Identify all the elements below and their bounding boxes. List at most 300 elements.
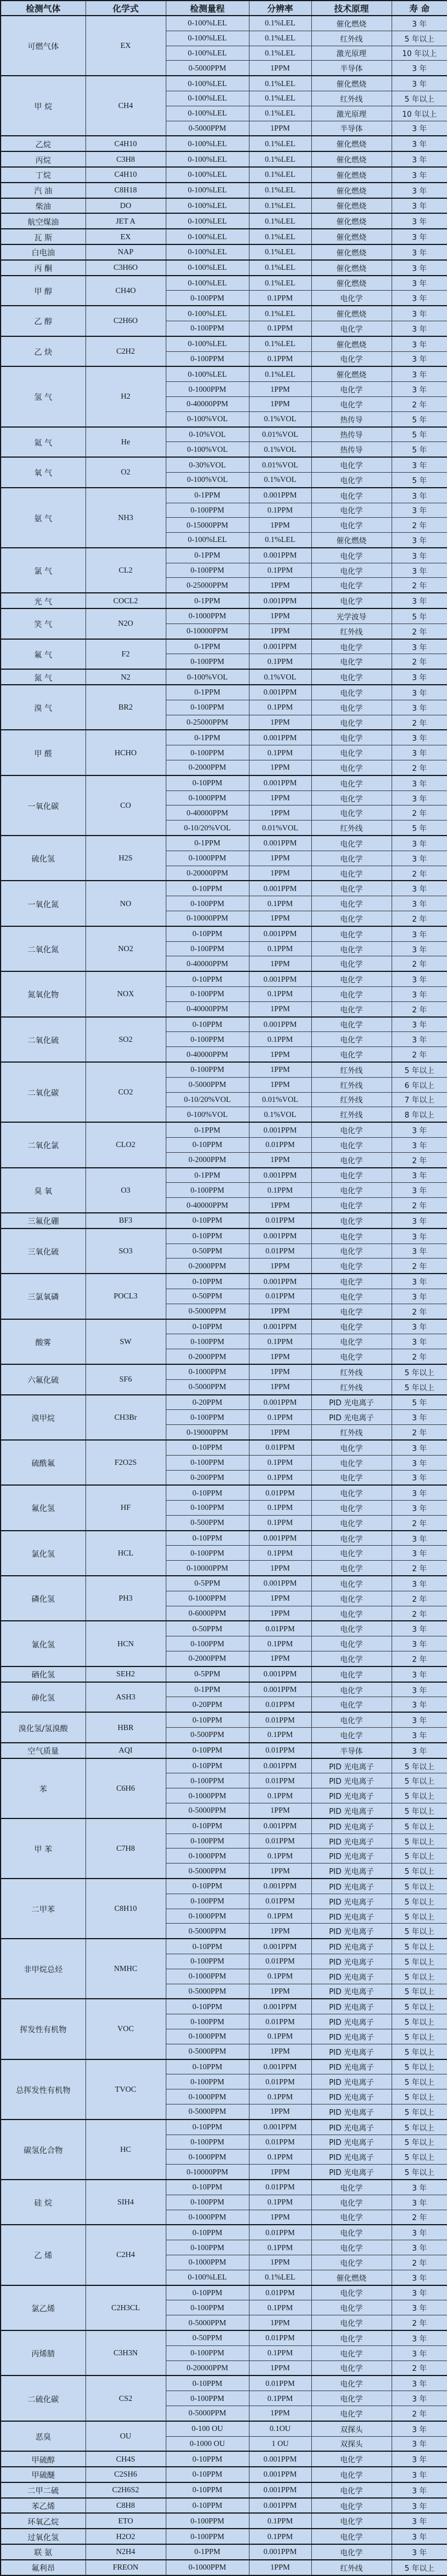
resolution-cell: 0.001PPM [249, 1879, 311, 1894]
principle-cell: 电化学 [311, 1531, 392, 1546]
lifespan-cell: 3 年 [392, 563, 447, 578]
lifespan-cell: 3 年 [392, 1576, 447, 1591]
lifespan-cell: 2 年 [392, 1001, 447, 1016]
range-cell: 0-200PPM [166, 1470, 249, 1485]
lifespan-cell: 2 年 [392, 518, 447, 533]
lifespan-cell: 3 年 [392, 1682, 447, 1697]
principle-cell: 红外线 [311, 1107, 392, 1122]
lifespan-cell: 2 年 [392, 578, 447, 593]
formula-cell: SF6 [85, 1364, 166, 1395]
principle-cell: 电化学 [311, 1470, 392, 1485]
resolution-cell: 0.001PPM [249, 881, 311, 896]
gas-name-cell: 二甲苯 [1, 1879, 85, 1939]
resolution-cell: 0.1PPM [249, 2345, 311, 2360]
lifespan-cell: 5 年以上 [392, 1954, 447, 1969]
resolution-cell: 0.1%VOL [249, 442, 311, 457]
principle-cell: 电化学 [311, 639, 392, 654]
gas-name-cell: 氨 气 [1, 488, 85, 548]
formula-cell: CH3Br [85, 1395, 166, 1440]
gas-name-cell: 航空煤油 [1, 213, 85, 229]
resolution-cell: 1PPM [249, 1606, 311, 1621]
resolution-cell: 1PPM [249, 1001, 311, 1016]
resolution-cell: 1PPM [249, 760, 311, 775]
table-row [1, 306, 447, 321]
resolution-cell: 0.1PPM [249, 2391, 311, 2406]
resolution-cell: 0.1%LEL [249, 260, 311, 276]
principle-cell: 激光原理 [311, 106, 392, 121]
lifespan-cell: 2 年 [392, 1259, 447, 1274]
formula-cell: NO [85, 881, 166, 926]
resolution-cell: 1PPM [249, 1864, 311, 1879]
range-cell: 0-1PPM [166, 593, 249, 608]
principle-cell: 热传导 [311, 442, 392, 457]
range-cell: 0-100%LEL [166, 213, 249, 229]
gas-name-cell: 白电油 [1, 244, 85, 260]
formula-cell: NO2 [85, 926, 166, 971]
resolution-cell: 0.01%VOL [249, 821, 311, 836]
formula-cell: NMHC [85, 1939, 166, 1999]
range-cell: 0-15000PPM [166, 518, 249, 533]
range-cell: 0-1PPM [166, 685, 249, 700]
resolution-cell: 0.01PPM [249, 1954, 311, 1969]
range-cell: 0-5000PPM [166, 1803, 249, 1818]
resolution-cell: 0.1OU [249, 2421, 311, 2436]
resolution-cell: 0.001PPM [249, 836, 311, 851]
formula-cell: C2H4 [85, 2225, 166, 2285]
gas-name-cell: 氯 气 [1, 548, 85, 593]
resolution-cell: 0.1%LEL [249, 198, 311, 214]
lifespan-cell: 3 年 [392, 1122, 447, 1137]
lifespan-cell: 5 年以上 [392, 1924, 447, 1939]
range-cell: 0-10PPM [166, 1818, 249, 1833]
range-cell: 0-1000PPM [166, 1909, 249, 1924]
lifespan-cell: 7 年以上 [392, 1092, 447, 1107]
gas-name-cell: 氟化氢 [1, 1485, 85, 1530]
formula-cell: DO [85, 198, 166, 214]
gas-name-cell: 苯乙烯 [1, 2498, 85, 2514]
formula-cell: O2 [85, 457, 166, 488]
table-row [1, 1758, 447, 1773]
resolution-cell: 0.1PPM [249, 987, 311, 1002]
range-cell: 0-100 OU [166, 2421, 249, 2436]
lifespan-cell: 3 年 [392, 926, 447, 941]
formula-cell: HBR [85, 1712, 166, 1743]
gas-name-cell: 光 气 [1, 593, 85, 608]
range-cell: 0-100PPM [166, 2014, 249, 2029]
lifespan-cell: 3 年 [392, 1228, 447, 1244]
formula-cell: SO3 [85, 1228, 166, 1274]
lifespan-cell: 3 年 [392, 260, 447, 276]
formula-cell: C6H6 [85, 1758, 166, 1818]
principle-cell: PID 光电离子 [311, 1395, 392, 1410]
lifespan-cell: 2 年 [392, 715, 447, 730]
lifespan-cell: 3 年 [392, 457, 447, 472]
resolution-cell: 0.1%LEL [249, 336, 311, 351]
range-cell: 0-100PPM [166, 1455, 249, 1470]
gas-name-cell: 瓦 斯 [1, 229, 85, 244]
lifespan-cell: 5 年以上 [392, 1969, 447, 1984]
formula-cell: EX [85, 16, 166, 76]
range-cell: 0-100%LEL [166, 2270, 249, 2285]
principle-cell: 半导体 [311, 61, 392, 76]
lifespan-cell: 2 年 [392, 760, 447, 775]
range-cell: 0-10PPM [166, 2225, 249, 2240]
formula-cell: C4H10 [85, 167, 166, 183]
lifespan-cell: 3 年 [392, 382, 447, 397]
range-cell: 0-1000PPM [166, 2210, 249, 2225]
resolution-cell: 0.001PPM [249, 1682, 311, 1697]
range-cell: 0-100PPM [166, 700, 249, 715]
range-cell: 0-100PPM [166, 1032, 249, 1047]
resolution-cell: 0.01PPM [249, 1289, 311, 1304]
range-cell: 0-1PPM [166, 730, 249, 745]
principle-cell: 催化燃烧 [311, 16, 392, 31]
range-cell: 0-10PPM [166, 971, 249, 986]
lifespan-cell: 3 年 [392, 198, 447, 214]
lifespan-cell: 3 年 [392, 1621, 447, 1636]
range-cell: 0-10PPM [166, 1758, 249, 1773]
table-row [1, 1682, 447, 1697]
resolution-cell: 0.01PPM [249, 1894, 311, 1909]
principle-cell: PID 光电离子 [311, 1773, 392, 1788]
resolution-cell: 1PPM [249, 866, 311, 881]
lifespan-cell: 2 年 [392, 956, 447, 971]
resolution-cell: 0.1PPM [249, 2195, 311, 2210]
principle-cell: 电化学 [311, 396, 392, 411]
principle-cell: 电化学 [311, 548, 392, 563]
principle-cell: 电化学 [311, 1349, 392, 1364]
principle-cell: 电化学 [311, 1122, 392, 1137]
formula-cell: BR2 [85, 685, 166, 730]
range-cell: 0-100%LEL [166, 336, 249, 351]
gas-name-cell: 甲 醛 [1, 730, 85, 775]
range-cell: 0-10PPM [166, 2059, 249, 2074]
resolution-cell: 0.01PPM [249, 2285, 311, 2300]
lifespan-cell: 3 年 [392, 1712, 447, 1727]
formula-cell: He [85, 427, 166, 458]
lifespan-cell: 3 年 [392, 2544, 447, 2560]
range-cell: 0-10PPM [166, 1743, 249, 1758]
resolution-cell: 0.1%LEL [249, 276, 311, 291]
principle-cell: PID 光电离子 [311, 2165, 392, 2180]
principle-cell: 电化学 [311, 685, 392, 700]
lifespan-cell: 3 年 [392, 16, 447, 31]
principle-cell: 电化学 [311, 1213, 392, 1228]
resolution-cell: 0.001PPM [249, 639, 311, 654]
resolution-cell: 0.01PPM [249, 1440, 311, 1455]
resolution-cell: 0.001PPM [249, 2544, 311, 2560]
resolution-cell: 1PPM [249, 608, 311, 623]
range-cell: 0-5000PPM [166, 1984, 249, 1999]
principle-cell: 催化燃烧 [311, 244, 392, 260]
resolution-cell: 1PPM [249, 1364, 311, 1379]
lifespan-cell: 3 年 [392, 1455, 447, 1470]
resolution-cell: 1PPM [249, 121, 311, 136]
range-cell: 0-40000PPM [166, 1047, 249, 1062]
principle-cell: 电化学 [311, 563, 392, 578]
lifespan-cell: 3 年 [392, 1289, 447, 1304]
formula-cell: CS2 [85, 2375, 166, 2421]
range-cell: 0-10000PPM [166, 2165, 249, 2180]
principle-cell: 电化学 [311, 321, 392, 336]
range-cell: 0-100PPM [166, 1833, 249, 1849]
principle-cell: 电化学 [311, 503, 392, 518]
lifespan-cell: 5 年以上 [392, 1939, 447, 1954]
principle-cell: 电化学 [311, 2240, 392, 2255]
resolution-cell: 1PPM [249, 911, 311, 926]
range-cell: 0-10PPM [166, 1228, 249, 1244]
gas-name-cell: 三氯氧磷 [1, 1274, 85, 1319]
header-lifespan: 寿 命 [392, 1, 447, 16]
lifespan-cell: 3 年 [392, 1697, 447, 1712]
lifespan-cell: 3 年 [392, 2195, 447, 2210]
principle-cell: 电化学 [311, 1712, 392, 1727]
gas-name-cell: 丙烷 [1, 151, 85, 167]
principle-cell: PID 光电离子 [311, 2120, 392, 2135]
resolution-cell: 0.01PPM [249, 2135, 311, 2150]
table-row [1, 881, 447, 896]
principle-cell: 红外线 [311, 1379, 392, 1394]
gas-name-cell: 甲硫醚 [1, 2467, 85, 2482]
principle-cell: 电化学 [311, 881, 392, 896]
resolution-cell: 1PPM [249, 1304, 311, 1319]
principle-cell: PID 光电离子 [311, 2150, 392, 2165]
table-row [1, 457, 447, 472]
lifespan-cell: 3 年 [392, 2240, 447, 2255]
resolution-cell: 0.001PPM [249, 926, 311, 941]
resolution-cell: 0.1PPM [249, 563, 311, 578]
principle-cell: 电化学 [311, 911, 392, 926]
gas-name-cell: 二氧化氯 [1, 1122, 85, 1167]
table-row [1, 926, 447, 941]
range-cell: 0-2000PPM [166, 1152, 249, 1167]
resolution-cell: 1PPM [249, 1152, 311, 1167]
lifespan-cell: 5 年以上 [392, 1833, 447, 1849]
principle-cell: 催化燃烧 [311, 260, 392, 276]
principle-cell: 电化学 [311, 1274, 392, 1289]
table-row [1, 213, 447, 229]
range-cell: 0-100%LEL [166, 260, 249, 276]
principle-cell: 电化学 [311, 1001, 392, 1016]
lifespan-cell: 3 年 [392, 1440, 447, 1455]
resolution-cell: 0.1PPM [249, 1546, 311, 1561]
table-row [1, 2529, 447, 2544]
lifespan-cell: 3 年 [392, 1319, 447, 1334]
principle-cell: 催化燃烧 [311, 167, 392, 183]
resolution-cell: 1PPM [249, 2315, 311, 2330]
principle-cell: 电化学 [311, 760, 392, 775]
table-row [1, 2513, 447, 2529]
resolution-cell: 0.1%LEL [249, 2270, 311, 2285]
resolution-cell: 1PPM [249, 2360, 311, 2375]
range-cell: 0-100PPM [166, 1954, 249, 1969]
resolution-cell: 0.1PPM [249, 2529, 311, 2544]
principle-cell: 电化学 [311, 775, 392, 790]
gas-name-cell: 氦 气 [1, 427, 85, 458]
lifespan-cell: 3 年 [392, 2300, 447, 2315]
principle-cell: 电化学 [311, 1576, 392, 1591]
resolution-cell: 0.001PPM [249, 593, 311, 608]
principle-cell: 电化学 [311, 1319, 392, 1334]
lifespan-cell: 3 年 [392, 1137, 447, 1152]
lifespan-cell: 2 年 [392, 1349, 447, 1364]
gas-name-cell: 溴甲烷 [1, 1395, 85, 1440]
resolution-cell: 1PPM [249, 2210, 311, 2225]
gas-name-cell: 可燃气体 [1, 16, 85, 76]
formula-cell: F2O2S [85, 1440, 166, 1485]
lifespan-cell: 3 年 [392, 2180, 447, 2195]
principle-cell: 电化学 [311, 715, 392, 730]
formula-cell: ETO [85, 2513, 166, 2529]
range-cell: 0-10PPM [166, 1879, 249, 1894]
formula-cell: BF3 [85, 1213, 166, 1228]
principle-cell: 电化学 [311, 1244, 392, 1259]
table-row [1, 488, 447, 503]
range-cell: 0-1000PPM [166, 1849, 249, 1864]
principle-cell: PID 光电离子 [311, 1924, 392, 1939]
principle-cell: 电化学 [311, 866, 392, 881]
range-cell: 0-100PPM [166, 1334, 249, 1349]
resolution-cell: 1PPM [249, 806, 311, 821]
principle-cell: 电化学 [311, 806, 392, 821]
lifespan-cell: 3 年 [392, 2345, 447, 2360]
principle-cell: 电化学 [311, 730, 392, 745]
gas-name-cell: 过氧化氢 [1, 2529, 85, 2544]
lifespan-cell: 3 年 [392, 1244, 447, 1259]
resolution-cell: 1PPM [249, 396, 311, 411]
gas-name-cell: 臭 氧 [1, 1168, 85, 1213]
resolution-cell: 0.1%LEL [249, 151, 311, 167]
gas-name-cell: 溴化氢/氢溴酸 [1, 1712, 85, 1743]
resolution-cell: 0.001PPM [249, 1531, 311, 1546]
resolution-cell: 1PPM [249, 61, 311, 76]
principle-cell: 电化学 [311, 987, 392, 1002]
range-cell: 0-30%VOL [166, 457, 249, 472]
resolution-cell: 0.1PPM [249, 1849, 311, 1864]
formula-cell: C2H6S2 [85, 2482, 166, 2498]
lifespan-cell: 2 年 [392, 2255, 447, 2270]
range-cell: 0-10PPM [166, 2467, 249, 2482]
formula-cell: H2S [85, 836, 166, 881]
principle-cell: 电化学 [311, 2330, 392, 2345]
table-row [1, 1621, 447, 1636]
range-cell: 0-10/20%VOL [166, 1092, 249, 1107]
lifespan-cell: 5 年以上 [392, 1062, 447, 1077]
lifespan-cell: 3 年 [392, 2482, 447, 2498]
range-cell: 0-1000PPM [166, 1788, 249, 1803]
principle-cell: 双探头 [311, 2436, 392, 2451]
principle-cell: PID 光电离子 [311, 1984, 392, 1999]
range-cell: 0-10PPM [166, 881, 249, 896]
lifespan-cell: 5 年以上 [392, 1758, 447, 1773]
resolution-cell: 0.001PPM [249, 1228, 311, 1244]
principle-cell: 催化燃烧 [311, 76, 392, 91]
lifespan-cell: 3 年 [392, 1017, 447, 1032]
table-row [1, 260, 447, 276]
gas-name-cell: 丙烯腈 [1, 2330, 85, 2375]
principle-cell: 催化燃烧 [311, 213, 392, 229]
resolution-cell: 0.1PPM [249, 896, 311, 911]
range-cell: 0-10PPM [166, 2498, 249, 2514]
resolution-cell: 0.1%LEL [249, 244, 311, 260]
formula-cell: COCL2 [85, 593, 166, 608]
lifespan-cell: 2 年 [392, 1651, 447, 1666]
lifespan-cell: 5 年以上 [392, 91, 447, 106]
principle-cell: 电化学 [311, 1152, 392, 1167]
range-cell: 0-5000PPM [166, 1077, 249, 1092]
range-cell: 0-50PPM [166, 2330, 249, 2345]
resolution-cell: 0.1PPM [249, 1515, 311, 1530]
resolution-cell: 0.001PPM [249, 1818, 311, 1833]
lifespan-cell: 3 年 [392, 229, 447, 244]
principle-cell: 催化燃烧 [311, 183, 392, 198]
principle-cell: 电化学 [311, 2451, 392, 2467]
lifespan-cell: 5 年以上 [392, 1364, 447, 1379]
range-cell: 0-100PPM [166, 351, 249, 366]
range-cell: 0-10PPM [166, 2120, 249, 2135]
gas-name-cell: 氧 气 [1, 457, 85, 488]
principle-cell: 电化学 [311, 472, 392, 487]
table-row [1, 2482, 447, 2498]
formula-cell: EX [85, 229, 166, 244]
lifespan-cell: 3 年 [392, 1274, 447, 1289]
resolution-cell: 0.01PPM [249, 2180, 311, 2195]
resolution-cell: 0.001PPM [249, 2467, 311, 2482]
resolution-cell: 0.1PPM [249, 1032, 311, 1047]
range-cell: 0-1000PPM [166, 2029, 249, 2044]
range-cell: 0-100PPM [166, 654, 249, 669]
formula-cell: CL2 [85, 548, 166, 593]
table-row [1, 427, 447, 442]
table-row [1, 1743, 447, 1758]
resolution-cell: 0.001PPM [249, 1122, 311, 1137]
principle-cell: PID 光电离子 [311, 2014, 392, 2029]
formula-cell: C8H8 [85, 2498, 166, 2514]
lifespan-cell: 3 年 [392, 2451, 447, 2467]
range-cell: 0-20PPM [166, 1697, 249, 1712]
table-row [1, 136, 447, 151]
lifespan-cell: 3 年 [392, 321, 447, 336]
range-cell: 0-40000PPM [166, 806, 249, 821]
range-cell: 0-1000 OU [166, 2436, 249, 2451]
resolution-cell: 0.01PPM [249, 2014, 311, 2029]
principle-cell: 红外线 [311, 31, 392, 46]
resolution-cell: 1PPM [249, 715, 311, 730]
range-cell: 0-100%LEL [166, 198, 249, 214]
table-row [1, 366, 447, 381]
table-row [1, 775, 447, 790]
lifespan-cell: 3 年 [392, 503, 447, 518]
resolution-cell: 0.1%LEL [249, 306, 311, 321]
range-cell: 0-10%VOL [166, 427, 249, 442]
lifespan-cell: 3 年 [392, 1636, 447, 1651]
table-row [1, 1122, 447, 1137]
principle-cell: 电化学 [311, 1440, 392, 1455]
principle-cell: 红外线 [311, 623, 392, 639]
resolution-cell: 0.001PPM [249, 685, 311, 700]
lifespan-cell: 3 年 [392, 775, 447, 790]
principle-cell: 电化学 [311, 654, 392, 669]
resolution-cell: 0.1PPM [249, 1969, 311, 1984]
principle-cell: 电化学 [311, 1682, 392, 1697]
range-cell: 0-10PPM [166, 1274, 249, 1289]
range-cell: 0-100%LEL [166, 91, 249, 106]
principle-cell: PID 光电离子 [311, 1969, 392, 1984]
resolution-cell: 0.1%VOL [249, 669, 311, 685]
range-cell: 0-100PPM [166, 896, 249, 911]
range-cell: 0-100PPM [166, 745, 249, 760]
resolution-cell: 0.1%VOL [249, 1107, 311, 1122]
